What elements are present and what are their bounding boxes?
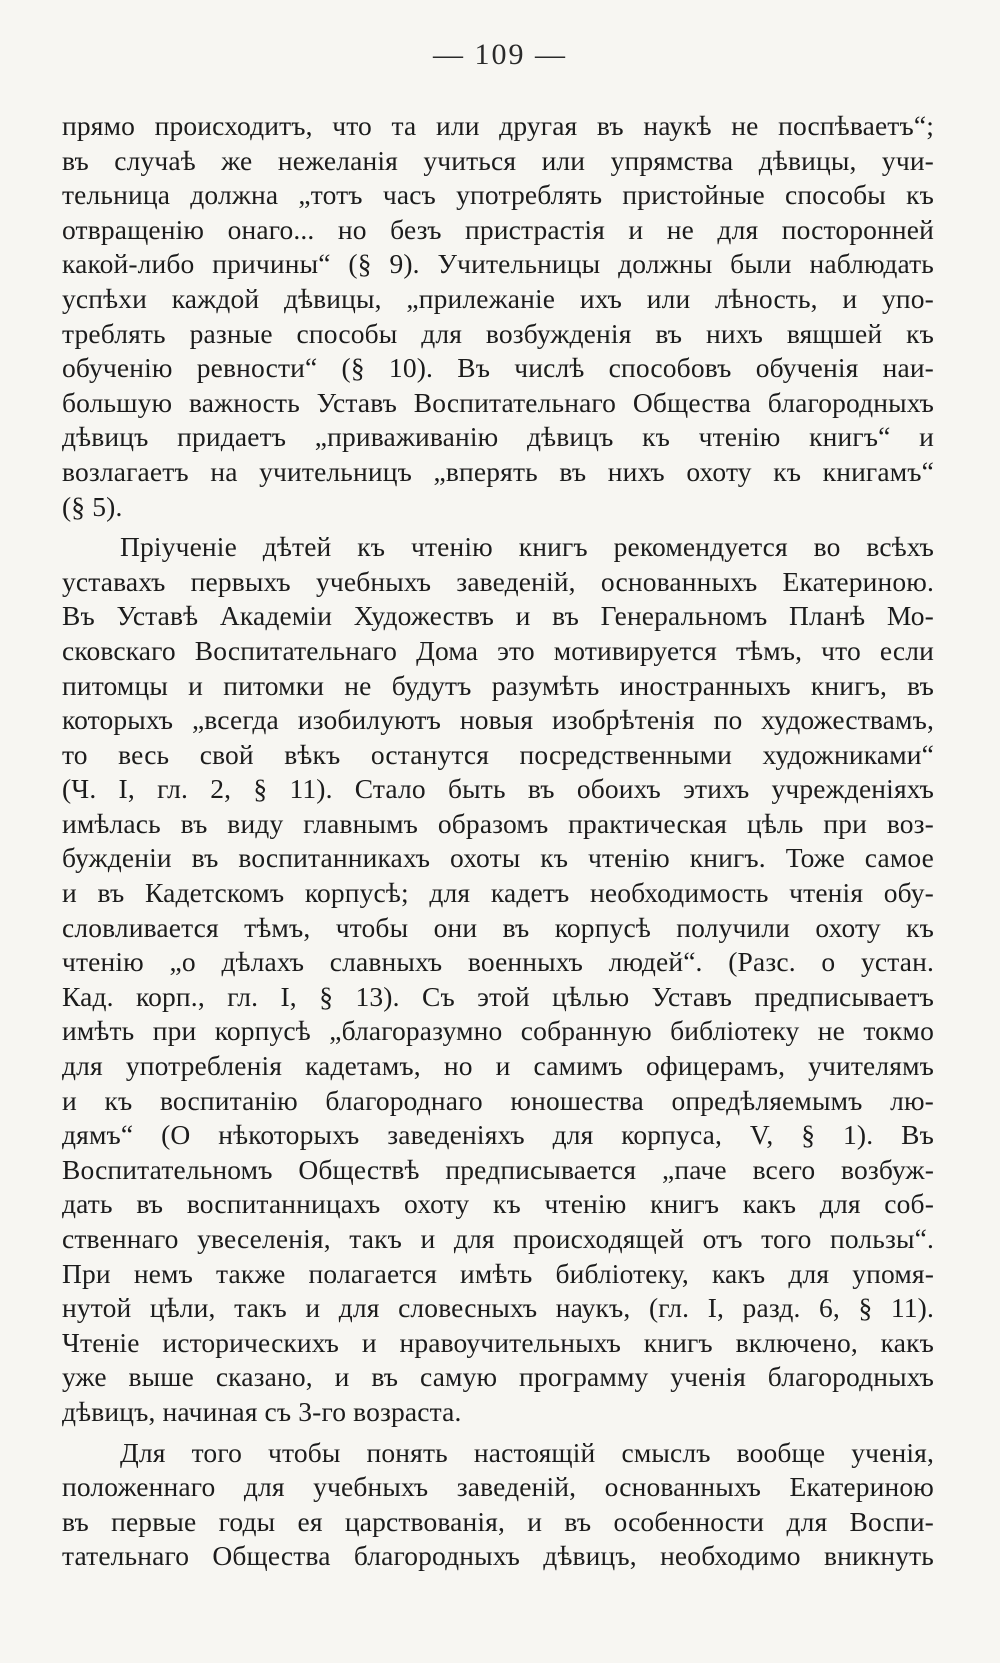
paragraph-3	[62, 1436, 934, 1574]
text-line: чтенію „о дѣлахъ славныхъ военныхъ людей“. (Разс. о устан.	[62, 946, 934, 978]
text-line: положеннаго для учебныхъ заведеній, основанныхъ Екатериною	[62, 1471, 934, 1503]
text-line: успѣхи каждой дѣвицы, „прилежаніе ихъ или лѣность, и упо-	[62, 282, 934, 314]
paragraph-1	[62, 109, 934, 524]
text-line: дать въ воспитанницахъ охоту къ чтенію книгъ какъ для соб-	[62, 1188, 934, 1220]
text-line: дѣвицъ придаетъ „приваживанію дѣвицъ къ чтенію книгъ“ и	[62, 421, 934, 453]
text-line: треблять разные способы для возбужденія въ нихъ вящшей къ	[62, 317, 934, 349]
text-line: имѣть при корпусѣ „благоразумно собранную библіотеку не токмо	[62, 1015, 934, 1047]
text-line: и въ Кадетскомъ корпусѣ; для кадетъ необходимость чтенія обу-	[62, 877, 934, 909]
text-line: какой-либо причины“ (§ 9). Учительницы должны были наблюдать	[62, 248, 934, 280]
text-line: отвращенію онаго... но безъ пристрастія и не для посторонней	[62, 213, 934, 245]
text-line: которыхъ „всегда изобилуютъ новыя изобрѣтенія по художествамъ,	[62, 704, 934, 736]
text-line: въ случаѣ же нежеланія учиться или упрямства дѣвицы, учи-	[62, 144, 934, 176]
paragraph-2	[62, 530, 934, 1429]
text-line: то весь свой вѣкъ останутся посредственными художниками“	[62, 738, 934, 770]
text-line: имѣлась въ виду главнымъ образомъ практическая цѣль при воз-	[62, 807, 934, 839]
text-line: (§ 5).	[62, 490, 123, 522]
text-line: сковскаго Воспитательнаго Дома это мотивируется тѣмъ, что если	[62, 634, 934, 666]
text-line: тельница должна „тотъ часъ употреблять пристойные способы къ	[62, 179, 934, 211]
page-number: — 109 —	[433, 38, 567, 71]
text-line: нутой цѣли, такъ и для словесныхъ наукъ, (гл. I, разд. 6, § 11).	[62, 1292, 934, 1324]
text-line: прямо происходитъ, что та или другая въ наукѣ не поспѣваетъ“;	[62, 110, 934, 141]
text-line: въ первые годы ея царствованія, и въ особенности для Воспи-	[62, 1505, 934, 1537]
text-line: (Ч. I, гл. 2, § 11). Стало быть въ обоихъ этихъ учрежденіяхъ	[62, 773, 934, 805]
text-line: Чтеніе историческихъ и нравоучительныхъ книгъ включено, какъ	[62, 1326, 934, 1358]
text-line: Кад. корп., гл. I, § 13). Съ этой цѣлью Уставъ предписываетъ	[62, 980, 934, 1012]
text-line: тательнаго Общества благородныхъ дѣвицъ, необходимо вникнуть	[62, 1540, 934, 1572]
text-line: Для того чтобы понять настоящій смыслъ вообще ученія,	[120, 1436, 934, 1468]
text-line: Въ Уставѣ Академіи Художествъ и въ Генеральномъ Планѣ Мо-	[62, 600, 934, 632]
text-line: для употребленія кадетамъ, но и самимъ офицерамъ, учителямъ	[62, 1050, 934, 1082]
text-line: ственнаго увеселенія, такъ и для происходящей отъ того пользы“.	[62, 1223, 934, 1254]
text-line: словливается тѣмъ, чтобы они въ корпусѣ получили охоту къ	[62, 911, 934, 943]
text-line: Пріученіе дѣтей къ чтенію книгъ рекомендуется во всѣхъ	[120, 531, 934, 563]
text-line: питомцы и питомки не будутъ разумѣть иностранныхъ книгъ, въ	[62, 669, 934, 701]
text-line: дѣвицъ, начиная съ 3-го возраста.	[62, 1395, 462, 1427]
text-line: Воспитательномъ Обществѣ предписывается „паче всего возбуж-	[62, 1153, 934, 1185]
text-line: бужденіи въ воспитанникахъ охоты къ чтенію книгъ. Тоже самое	[62, 842, 934, 874]
text-line: уже выше сказано, и въ самую программу ученія благородныхъ	[62, 1361, 934, 1393]
text-line: возлагаетъ на учительницъ „вперять въ нихъ охоту къ книгамъ“	[62, 455, 934, 487]
text-line: и къ воспитанію благороднаго юношества опредѣляемымъ лю-	[62, 1084, 934, 1116]
text-line: уставахъ первыхъ учебныхъ заведеній, основанныхъ Екатериною.	[62, 565, 934, 597]
text-line: обученію ревности“ (§ 10). Въ числѣ способовъ обученія наи-	[62, 352, 934, 384]
text-line: большую важность Уставъ Воспитательнаго Общества благородныхъ	[62, 386, 934, 418]
text-line: дямъ“ (О нѣкоторыхъ заведеніяхъ для корпуса, V, § 1). Въ	[62, 1119, 934, 1151]
text-line: При немъ также полагается имѣть библіотеку, какъ для упомя-	[62, 1257, 934, 1289]
body-text	[62, 109, 934, 1574]
